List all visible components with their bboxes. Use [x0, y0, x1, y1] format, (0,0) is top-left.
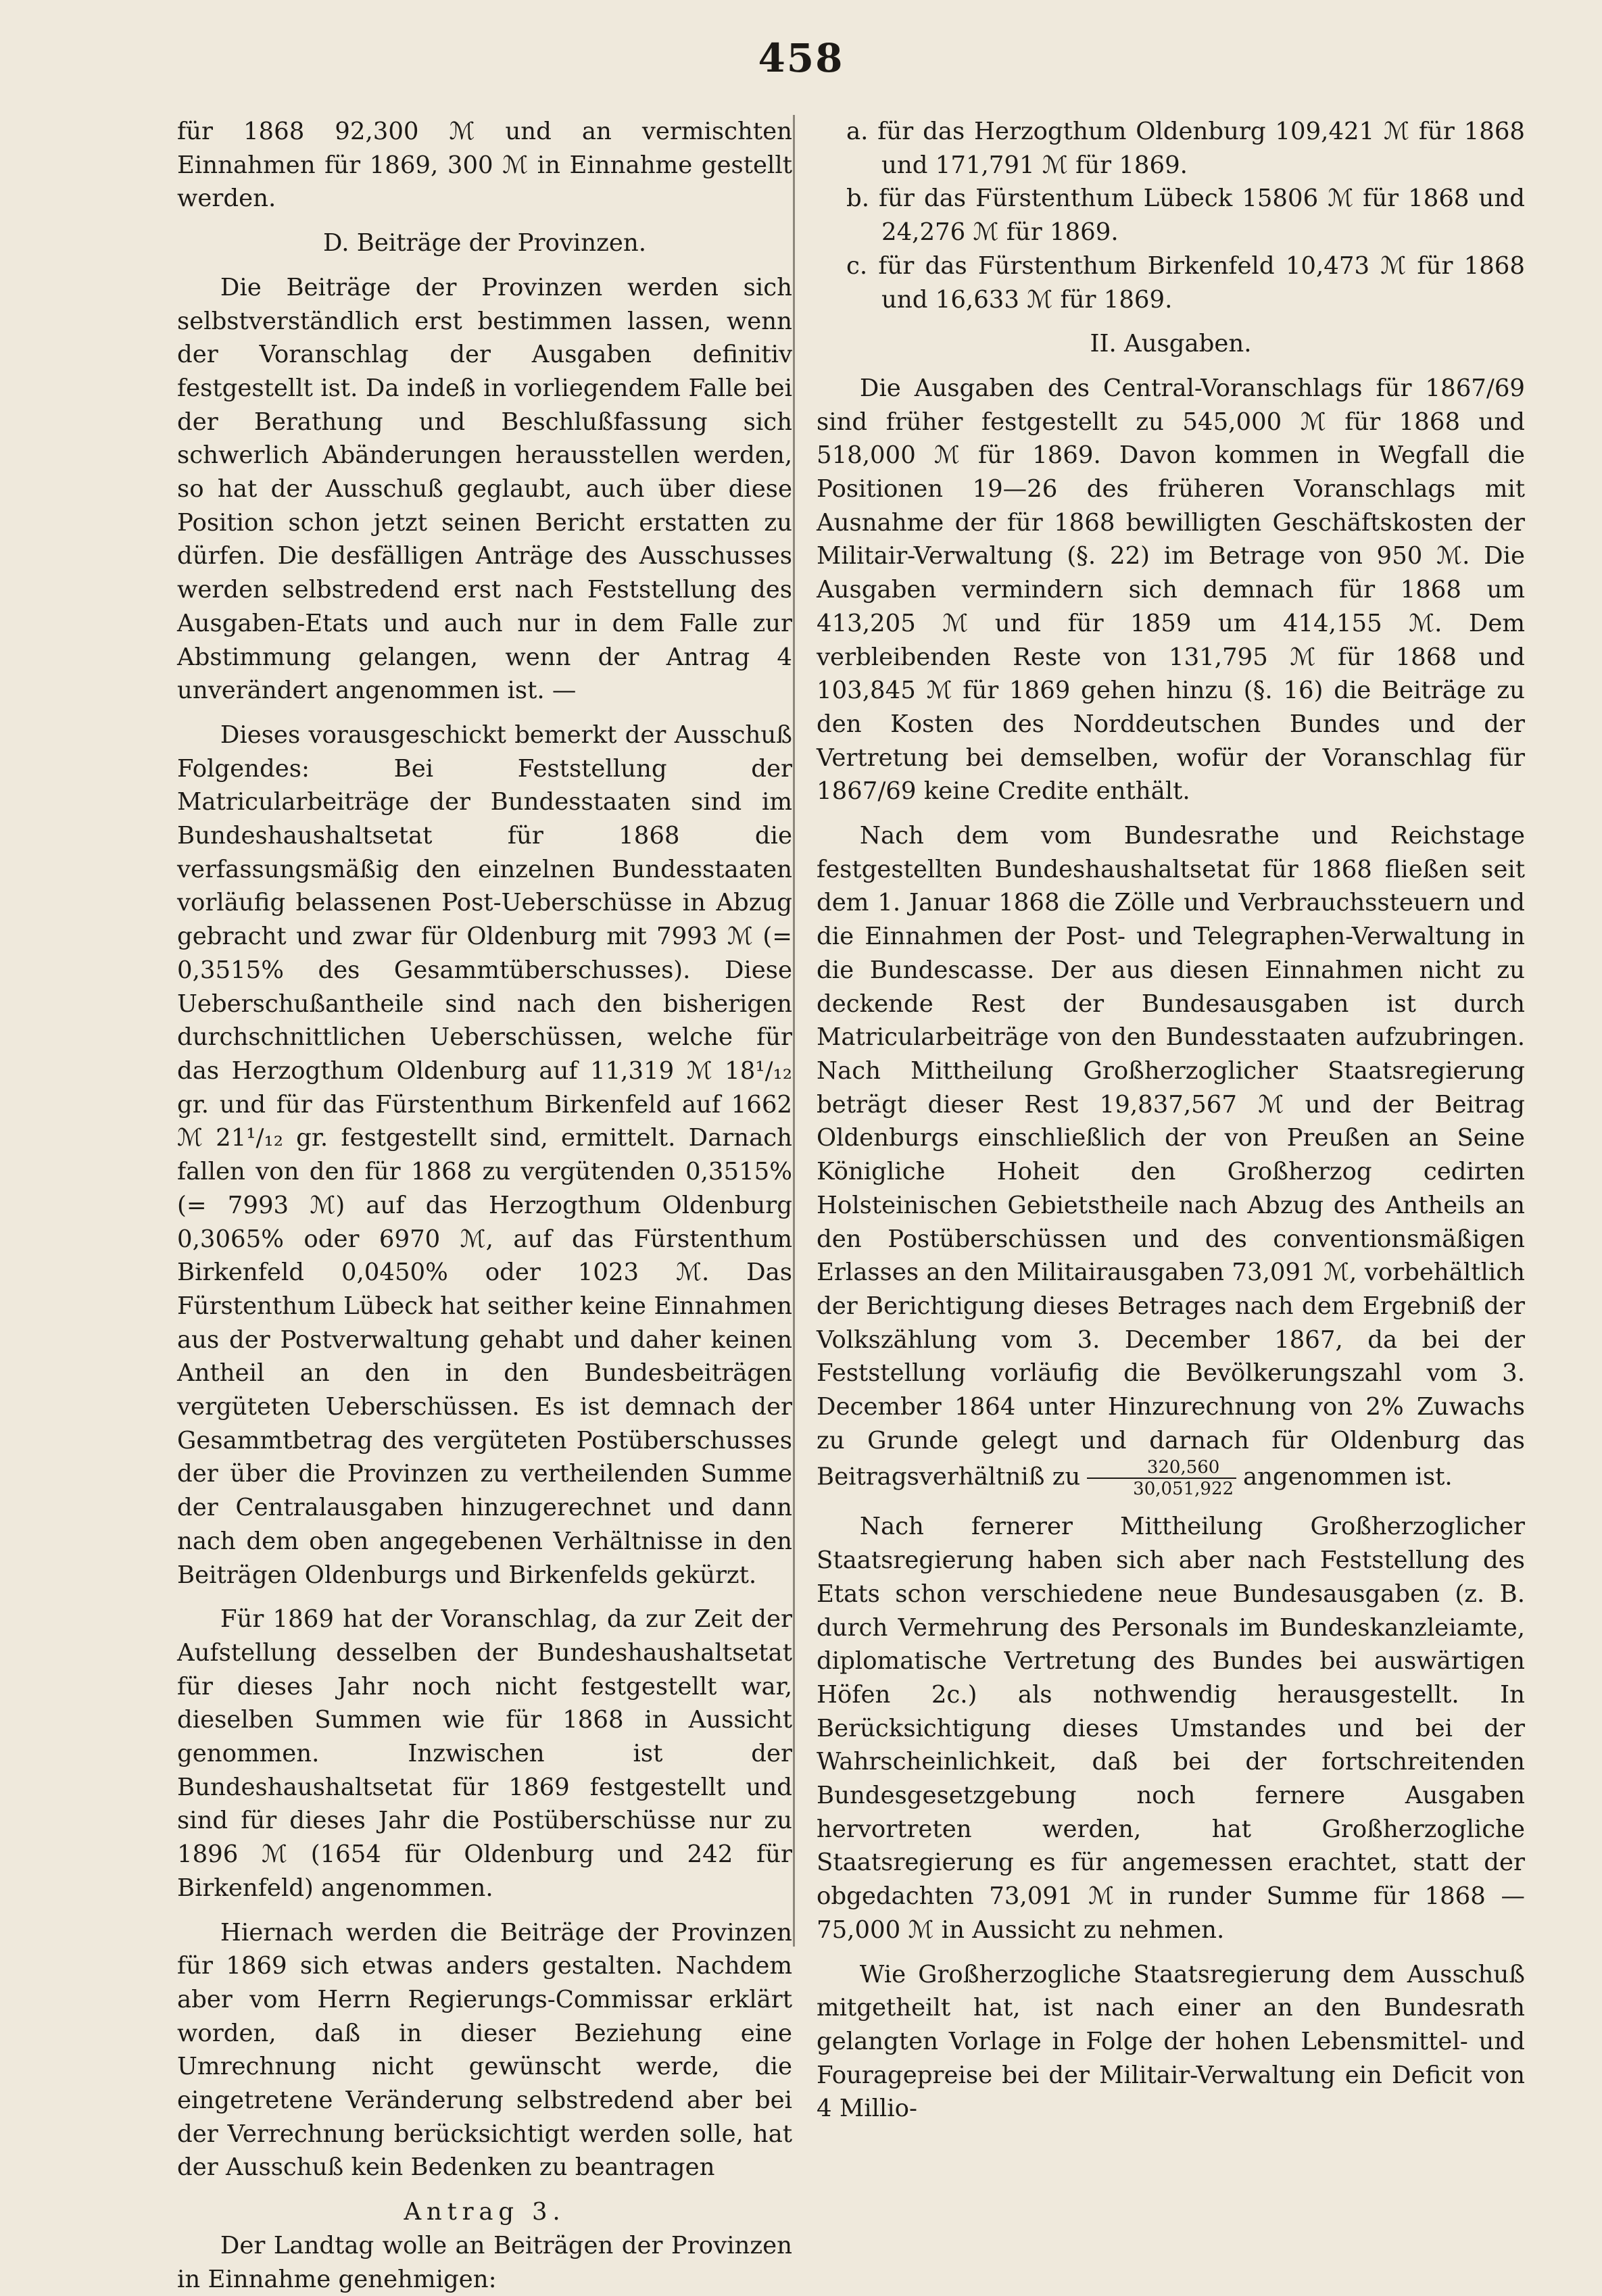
list-item-b [817, 182, 1525, 249]
list-item-a [817, 115, 1525, 182]
antrag-text: Der Landtag wolle an Beiträgen der Provinzen in Einnahme genehmigen: [177, 2231, 792, 2293]
section-heading-d: D. Beiträge der Provinzen. [323, 229, 646, 258]
right-column [817, 115, 1525, 2126]
paragraph: Hiernach werden die Beiträge der Provinzen für 1869 sich etwas anders gestalten. Nachdem aber vom Herrn Regierungs-Commissar erklärt worden, daß in dieser Beziehung eine Umrechnung nicht gewünscht werde, die eingetretene Veränderung selbstredend aber bei der Verrechnung berücksichtigt werden solle, hat der Ausschuß kein Bedenken zu beantragen [177, 1918, 792, 2182]
left-column [177, 115, 792, 2296]
section-heading-ii: II. Ausgaben. [1090, 330, 1252, 358]
paragraph-continuation: für 1868 92,300 ℳ und an vermischten Einnahmen für 1869, 300 ℳ in Einnahme gestellt werden. [177, 118, 792, 213]
paragraph-text: Nach dem vom Bundesrathe und Reichstage festgestellten Bundeshaushaltsetat für 1868 fließen seit dem 1. Januar 1868 die Zölle und Verbrauchssteuern und die Einnahmen der Post- und Telegraphen-Verwaltung in die Bundescasse. Der aus diesen Einnahmen nicht zu deckende Rest der Bundesausgaben ist durch Matricularbeiträge von den Bundesstaaten aufzubringen. Nach Mittheilung Großherzoglicher Staatsregierung beträgt dieser Rest 19,837,567 ℳ und der Beitrag Oldenburgs einschließlich der von Preußen an Seine Königliche Hoheit den Großherzog cedirten Holsteinischen Gebietstheile nach Abzug des Antheils an den Postüberschüssen und des conventionsmäßigen Erlasses an den Militairausgaben 73,091 ℳ, vorbehältlich der Berichtigung dieses Betrages nach dem Ergebniß der Volkszählung vom 3. December 1867, da bei der Feststellung vorläufig die Bevölkerungszahl vom 3. December 1864 unter Hinzurechnung von 2% Zuwachs zu Grunde gelegt und darnach für Oldenburg das Beitragsverhältniß zu [817, 822, 1525, 1491]
fraction-denominator: 30,051,922 [1133, 1479, 1234, 1500]
list-text: für das Herzogthum Oldenburg 109,421 ℳ für 1868 und 171,791 ℳ für 1869. [877, 118, 1525, 179]
paragraph [817, 819, 1525, 1499]
list-text: für das Fürstenthum Birkenfeld 10,473 ℳ für 1868 und 16,633 ℳ für 1869. [878, 251, 1525, 314]
paragraph-text-end: angenommen ist. [1243, 1463, 1453, 1491]
paragraph: Wie Großherzogliche Staatsregierung dem Ausschuß mitgetheilt hat, ist nach einer an den Bundesrath gelangten Vorlage in Folge der hohen Lebensmittel- und Fouragepreise bei der Militair-Verwaltung ein Deficit von 4 Millio- [817, 1960, 1525, 2123]
list-label: b. [846, 185, 870, 213]
column-divider [793, 115, 795, 1947]
list-label: c. [846, 251, 868, 280]
paragraph: Die Ausgaben des Central-Voranschlags für 1867/69 sind früher festgestellt zu 545,000 ℳ für 1868 und 518,000 ℳ für 1869. Davon kommen in Wegfall die Positionen 19—26 des früheren Voranschlags mit Ausnahme der für 1868 bewilligten Geschäftskosten der Militair-Verwaltung (§. 22) im Betrage von 950 ℳ. Die Ausgaben vermindern sich demnach für 1868 um 413,205 ℳ und für 1859 um 414,155 ℳ. Dem verbleibenden Reste von 131,795 ℳ für 1868 und 103,845 ℳ für 1869 gehen hinzu (§. 16) die Beiträge zu den Kosten des Norddeutschen Bundes und der Vertretung bei demselben, wofür der Voranschlag für 1867/69 keine Credite enthält. [817, 374, 1525, 806]
list-item-c [817, 249, 1525, 316]
fraction-numerator: 320,560 [1087, 1457, 1236, 1479]
fraction [1087, 1457, 1236, 1499]
paragraph: Nach fernerer Mittheilung Großherzoglicher Staatsregierung haben sich aber nach Feststellung des Etats schon verschiedene neue Bundesausgaben (z. B. durch Vermehrung des Personals im Bundeskanzleiamte, diplomatische Vertretung des Bundes bei auswärtigen Höfen 2c.) als nothwendig herausgestellt. In Berücksichtigung dieses Umstandes und bei der Wahrscheinlichkeit, daß bei der fortschreitenden Bundesgesetzgebung noch fernere Ausgaben hervortreten werden, hat Großherzogliche Staatsregierung es für angemessen erachtet, statt der obgedachten 73,091 ℳ in runder Summe für 1868 — 75,000 ℳ in Aussicht zu nehmen. [817, 1513, 1525, 1944]
paragraph: Die Beiträge der Provinzen werden sich selbstverständlich erst bestimmen lassen, wenn der Voranschlag der Ausgaben definitiv festgestellt ist. Da indeß in vorliegendem Falle bei der Berathung und Beschlußfassung sich schwerlich Abänderungen herausstellen werden, so hat der Ausschuß geglaubt, auch über diese Position schon jetzt seinen Bericht erstatten zu dürfen. Die desfälligen Anträge des Ausschusses werden selbstredend erst nach Feststellung des Ausgaben-Etats und auch nur in dem Falle zur Abstimmung gelangen, wenn der Antrag 4 unverändert angenommen ist. — [177, 273, 792, 705]
paragraph: Dieses vorausgeschickt bemerkt der Ausschuß Folgendes: Bei Feststellung der Matricularbeiträge der Bundesstaaten sind im Bundeshaushaltsetat für 1868 die verfassungsmäßig den einzelnen Bundesstaaten vorläufig belassenen Post-Ueberschüsse in Abzug gebracht und zwar für Oldenburg mit 7993 ℳ (= 0,3515% des Gesammtüberschusses). Diese Ueberschußantheile sind nach den bisherigen durchschnittlichen Ueberschüssen, welche für das Herzogthum Oldenburg auf 11,319 ℳ 18¹/₁₂ gr. und für das Fürstenthum Birkenfeld auf 1662 ℳ 21¹/₁₂ gr. festgestellt sind, ermittelt. Darnach fallen von den für 1868 zu vergütenden 0,3515% (= 7993 ℳ) auf das Herzogthum Oldenburg 0,3065% oder 6970 ℳ, auf das Fürstenthum Birkenfeld 0,0450% oder 1023 ℳ. Das Fürstenthum Lübeck hat seither keine Einnahmen aus der Postverwaltung gehabt und daher keinen Antheil an den in den Bundesbeiträgen vergüteten Ueberschüssen. Es ist demnach der Gesammtbetrag des vergüteten Postüberschusses der über die Provinzen zu vertheilenden Summe der Centralausgaben hinzugerechnet und dann nach dem oben angegebenen Verhältnisse in den Beiträgen Oldenburgs und Birkenfelds gekürzt. [177, 720, 792, 1589]
page-number: 458 [758, 35, 844, 81]
list-label: a. [846, 118, 869, 145]
list-text: für das Fürstenthum Lübeck 15806 ℳ für 1868 und 24,276 ℳ für 1869. [879, 185, 1525, 247]
antrag-heading: Antrag 3. [404, 2198, 566, 2226]
paragraph: Für 1869 hat der Voranschlag, da zur Zeit der Aufstellung desselben der Bundeshaushaltsetat für dieses Jahr noch nicht festgestellt war, dieselben Summen wie für 1868 in Aussicht genommen. Inzwischen ist der Bundeshaushaltsetat für 1869 festgestellt und sind für dieses Jahr die Postüberschüsse nur zu 1896 ℳ (1654 für Oldenburg und 242 für Birkenfeld) angenommen. [177, 1605, 792, 1902]
